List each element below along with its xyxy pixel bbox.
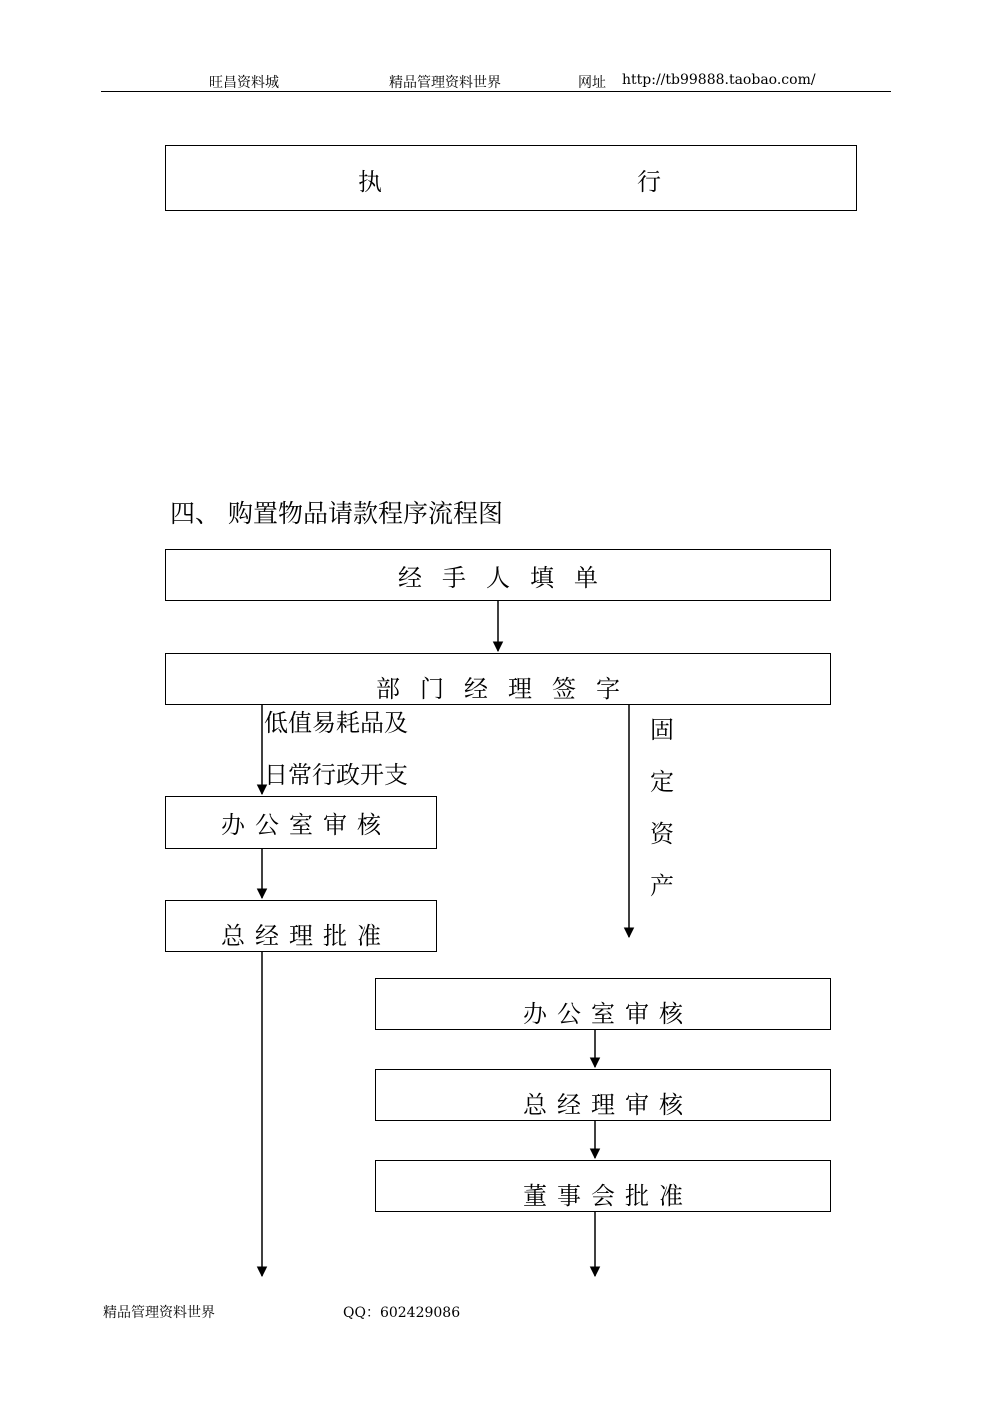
right-gm-review-box: 总经理审核 bbox=[375, 1069, 831, 1121]
left-gm-approve-box: 总经理批准 bbox=[165, 900, 437, 952]
dept-sign-box: 部门经理签字 bbox=[165, 653, 831, 705]
right-board-approve-box: 董事会批准 bbox=[375, 1160, 831, 1212]
header-url-label: 网址 bbox=[578, 75, 606, 91]
execute-char-right: 行 bbox=[637, 168, 661, 196]
section-title: 四、 购置物品请款程序流程图 bbox=[170, 499, 503, 528]
footer-qq-text: QQ：602429086 bbox=[343, 1305, 461, 1321]
footer-left-text: 精品管理资料世界 bbox=[103, 1305, 215, 1321]
header-url-link[interactable]: http://tb99888.taobao.com/ bbox=[622, 72, 816, 88]
fixed-asset-char: 产 bbox=[650, 872, 674, 900]
header-center-text: 精品管理资料世界 bbox=[389, 75, 501, 91]
fixed-asset-char: 资 bbox=[650, 820, 674, 848]
header-left-text: 旺昌资料城 bbox=[209, 75, 279, 91]
fixed-asset-char: 定 bbox=[650, 768, 674, 796]
branch-fixed-asset-label bbox=[650, 704, 680, 912]
left-office-review-box: 办公室审核 bbox=[165, 796, 437, 849]
branch-low-value-line1: 低值易耗品及 bbox=[264, 709, 408, 737]
fixed-asset-char: 固 bbox=[650, 716, 674, 744]
branch-low-value-line2: 日常行政开支 bbox=[264, 761, 408, 789]
fill-form-box: 经手人填单 bbox=[165, 549, 831, 601]
execute-char-left: 执 bbox=[358, 168, 382, 196]
right-office-review-box: 办公室审核 bbox=[375, 978, 831, 1030]
